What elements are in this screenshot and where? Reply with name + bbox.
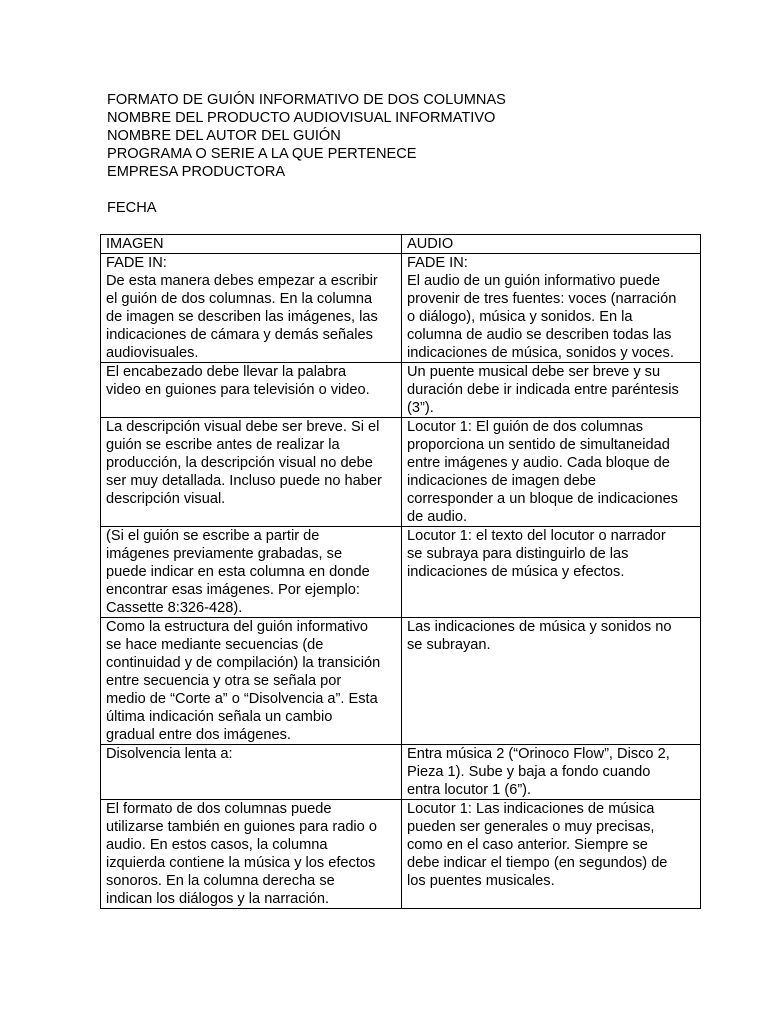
audio-text-line: se subraya para distinguirlo de las	[407, 546, 629, 562]
header-line-author-name: NOMBRE DEL AUTOR DEL GUIÓN	[107, 128, 341, 144]
imagen-text-line: La descripción visual debe ser breve. Si el	[106, 419, 380, 435]
imagen-text-line: el guión de dos columnas. En la columna	[106, 291, 373, 307]
audio-cell	[402, 745, 701, 800]
audio-text-line: duración debe ir indicada entre paréntesis	[407, 382, 679, 398]
imagen-cell	[101, 363, 402, 418]
imagen-text-line: de imagen se describen las imágenes, las	[106, 309, 378, 325]
column-header-audio: AUDIO	[402, 235, 701, 254]
imagen-text-line: Cassette 8:326-428).	[106, 600, 243, 616]
audio-cell	[402, 527, 701, 618]
audio-text-line: como en el caso anterior. Siempre se	[407, 837, 648, 853]
audio-text-line: debe indicar el tiempo (en segundos) de	[407, 855, 668, 871]
audio-text-line: FADE IN:	[407, 255, 468, 271]
imagen-text-line: sonoros. En la columna derecha se	[106, 873, 335, 889]
audio-text-line: entre imágenes y audio. Cada bloque de	[407, 455, 670, 471]
table-row	[101, 527, 701, 618]
table-row	[101, 363, 701, 418]
imagen-text-line: se hace mediante secuencias (de	[106, 637, 324, 653]
header-line-production-company: EMPRESA PRODUCTORA	[107, 164, 286, 180]
header-line-title: FORMATO DE GUIÓN INFORMATIVO DE DOS COLUMNAS	[107, 92, 506, 108]
document-header	[107, 91, 506, 181]
imagen-cell	[101, 618, 402, 745]
imagen-text-line: descripción visual.	[106, 491, 226, 507]
imagen-text-line: medio de “Corte a” o “Disolvencia a”. Esta	[106, 691, 378, 707]
imagen-text-line: ser muy detallada. Incluso puede no haber	[106, 473, 382, 489]
audio-cell	[402, 363, 701, 418]
imagen-text-line: encontrar esas imágenes. Por ejemplo:	[106, 582, 360, 598]
imagen-text-line: audio. En estos casos, la columna	[106, 837, 328, 853]
header-line-product-name: NOMBRE DEL PRODUCTO AUDIOVISUAL INFORMATIVO	[107, 110, 496, 126]
table-row	[101, 800, 701, 909]
date-label: FECHA	[107, 200, 157, 216]
audio-text-line: Locutor 1: El guión de dos columnas	[407, 419, 644, 435]
imagen-cell	[101, 418, 402, 527]
audio-text-line: Las indicaciones de música y sonidos no	[407, 619, 672, 635]
table-row	[101, 254, 701, 363]
audio-text-line: indicaciones de imagen debe	[407, 473, 597, 489]
audio-text-line: Entra música 2 (“Orinoco Flow”, Disco 2,	[407, 746, 670, 762]
script-table	[100, 234, 701, 909]
imagen-text-line: última indicación señala un cambio	[106, 709, 333, 725]
audio-text-line: los puentes musicales.	[407, 873, 555, 889]
imagen-text-line: guión se escribe antes de realizar la	[106, 437, 340, 453]
audio-text-line: se subrayan.	[407, 637, 491, 653]
audio-text-line: provenir de tres fuentes: voces (narración	[407, 291, 677, 307]
imagen-text-line: video en guiones para televisión o video.	[106, 382, 370, 398]
audio-text-line: indicaciones de música y efectos.	[407, 564, 625, 580]
imagen-text-line: indicaciones de cámara y demás señales	[106, 327, 373, 343]
audio-cell	[402, 800, 701, 909]
audio-text-line: entra locutor 1 (6”).	[407, 782, 532, 798]
imagen-text-line: El encabezado debe llevar la palabra	[106, 364, 347, 380]
table-row	[101, 618, 701, 745]
imagen-text-line: (Si el guión se escribe a partir de	[106, 528, 320, 544]
table-body	[101, 254, 701, 909]
imagen-text-line: producción, la descripción visual no debe	[106, 455, 373, 471]
imagen-text-line: indican los diálogos y la narración.	[106, 891, 330, 907]
imagen-text-line: FADE IN:	[106, 255, 167, 271]
audio-text-line: Locutor 1: el texto del locutor o narrador	[407, 528, 666, 544]
audio-text-line: (3”).	[407, 400, 434, 416]
audio-text-line: indicaciones de música, sonidos y voces.	[407, 345, 674, 361]
imagen-cell	[101, 254, 402, 363]
imagen-text-line: izquierda contiene la música y los efectos	[106, 855, 376, 871]
audio-text-line: corresponder a un bloque de indicaciones	[407, 491, 678, 507]
audio-text-line: de audio.	[407, 509, 468, 525]
imagen-text-line: imágenes previamente grabadas, se	[106, 546, 343, 562]
imagen-text-line: continuidad y de compilación) la transición	[106, 655, 381, 671]
audio-text-line: columna de audio se describen todas las	[407, 327, 672, 343]
imagen-text-line: puede indicar en esta columna en donde	[106, 564, 370, 580]
audio-cell	[402, 418, 701, 527]
audio-text-line: El audio de un guión informativo puede	[407, 273, 661, 289]
imagen-text-line: El formato de dos columnas puede	[106, 801, 332, 817]
audio-text-line: Pieza 1). Sube y baja a fondo cuando	[407, 764, 651, 780]
imagen-text-line: gradual entre dos imágenes.	[106, 727, 291, 743]
table-row	[101, 418, 701, 527]
table-header-row	[101, 235, 701, 254]
audio-text-line: o diálogo), música y sonidos. En la	[407, 309, 633, 325]
audio-text-line: Locutor 1: Las indicaciones de música	[407, 801, 655, 817]
audio-text-line: proporciona un sentido de simultaneidad	[407, 437, 670, 453]
imagen-text-line: Como la estructura del guión informativo	[106, 619, 369, 635]
imagen-text-line: audiovisuales.	[106, 345, 199, 361]
audio-text-line: Un puente musical debe ser breve y su	[407, 364, 661, 380]
imagen-text-line: entre secuencia y otra se señala por	[106, 673, 342, 689]
imagen-cell	[101, 800, 402, 909]
imagen-text-line: De esta manera debes empezar a escribir	[106, 273, 378, 289]
imagen-text-line: utilizarse también en guiones para radio o	[106, 819, 377, 835]
audio-cell	[402, 254, 701, 363]
header-line-program-series: PROGRAMA O SERIE A LA QUE PERTENECE	[107, 146, 417, 162]
audio-text-line: pueden ser generales o muy precisas,	[407, 819, 655, 835]
audio-cell	[402, 618, 701, 745]
column-header-imagen: IMAGEN	[101, 235, 402, 254]
table-row	[101, 745, 701, 800]
imagen-cell	[101, 527, 402, 618]
imagen-cell	[101, 745, 402, 800]
imagen-text-line: Disolvencia lenta a:	[106, 746, 233, 762]
